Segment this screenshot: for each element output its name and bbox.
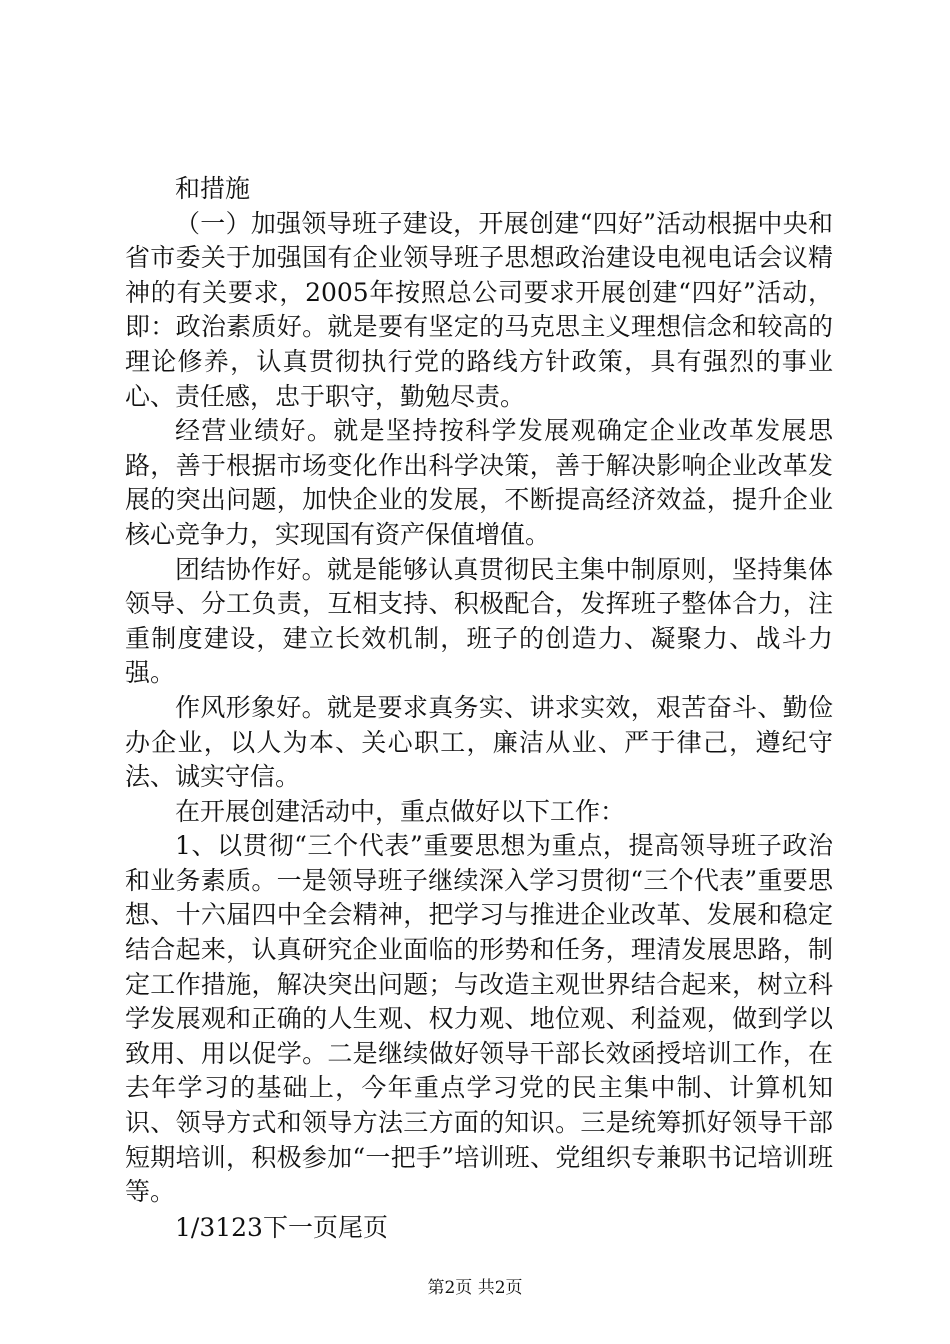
- paragraph: 作风形象好。就是要求真务实、讲求实效，艰苦奋斗、勤俭办企业，以人为本、关心职工，廉洁从业、严于律己，遵纪守法、诚实守信。: [125, 692, 833, 792]
- paragraph: 经营业绩好。就是坚持按科学发展观确定企业改革发展思路，善于根据市场变化作出科学决策，善于解决影响企业改革发展的突出问题，加快企业的发展，不断提高经济效益，提升企业核心竞争力，实现国有资产保值增值。: [125, 416, 833, 549]
- paragraph: （一）加强领导班子建设，开展创建“四好”活动根据中央和省市委关于加强国有企业领导班子思想政治建设电视电话会议精神的有关要求，2005年按照总公司要求开展创建“四好”活动，即：政治素质好。就是要有坚定的马克思主义理想信念和较高的理论修养，认真贯彻执行党的路线方针政策，具有强烈的事业心、责任感，忠于职守，勤勉尽责。: [125, 208, 833, 411]
- paragraph: 在开展创建活动中，重点做好以下工作：: [175, 796, 626, 826]
- paragraph: 1、以贯彻“三个代表”重要思想为重点，提高领导班子政治和业务素质。一是领导班子继续深入学习贯彻“三个代表”重要思想、十六届四中全会精神，把学习与推进企业改革、发展和稳定结合起来，认真研究企业面临的形势和任务，理清发展思路，制定工作措施，解决突出问题；与改造主观世界结合起来，树立科学发展观和正确的人生观、权力观、地位观、利益观，做到学以致用、用以促学。二是继续做好领导干部长效函授培训工作，在去年学习的基础上，今年重点学习党的民主集中制、计算机知识、领导方式和领导方法三方面的知识。三是统筹抓好领导干部短期培训，积极参加“一把手”培训班、党组织专兼职书记培训班等。: [125, 831, 833, 1207]
- document-body: [125, 172, 833, 1245]
- paragraph: 团结协作好。就是能够认真贯彻民主集中制原则，坚持集体领导、分工负责，互相支持、积极配合，发挥班子整体合力，注重制度建设，建立长效机制，班子的创造力、凝聚力、战斗力强。: [125, 554, 833, 688]
- page-footer: 第2页 共2页: [427, 1278, 523, 1298]
- paragraph: 和措施: [175, 174, 251, 203]
- pagination-links[interactable]: 1/3123下一页尾页: [175, 1212, 388, 1242]
